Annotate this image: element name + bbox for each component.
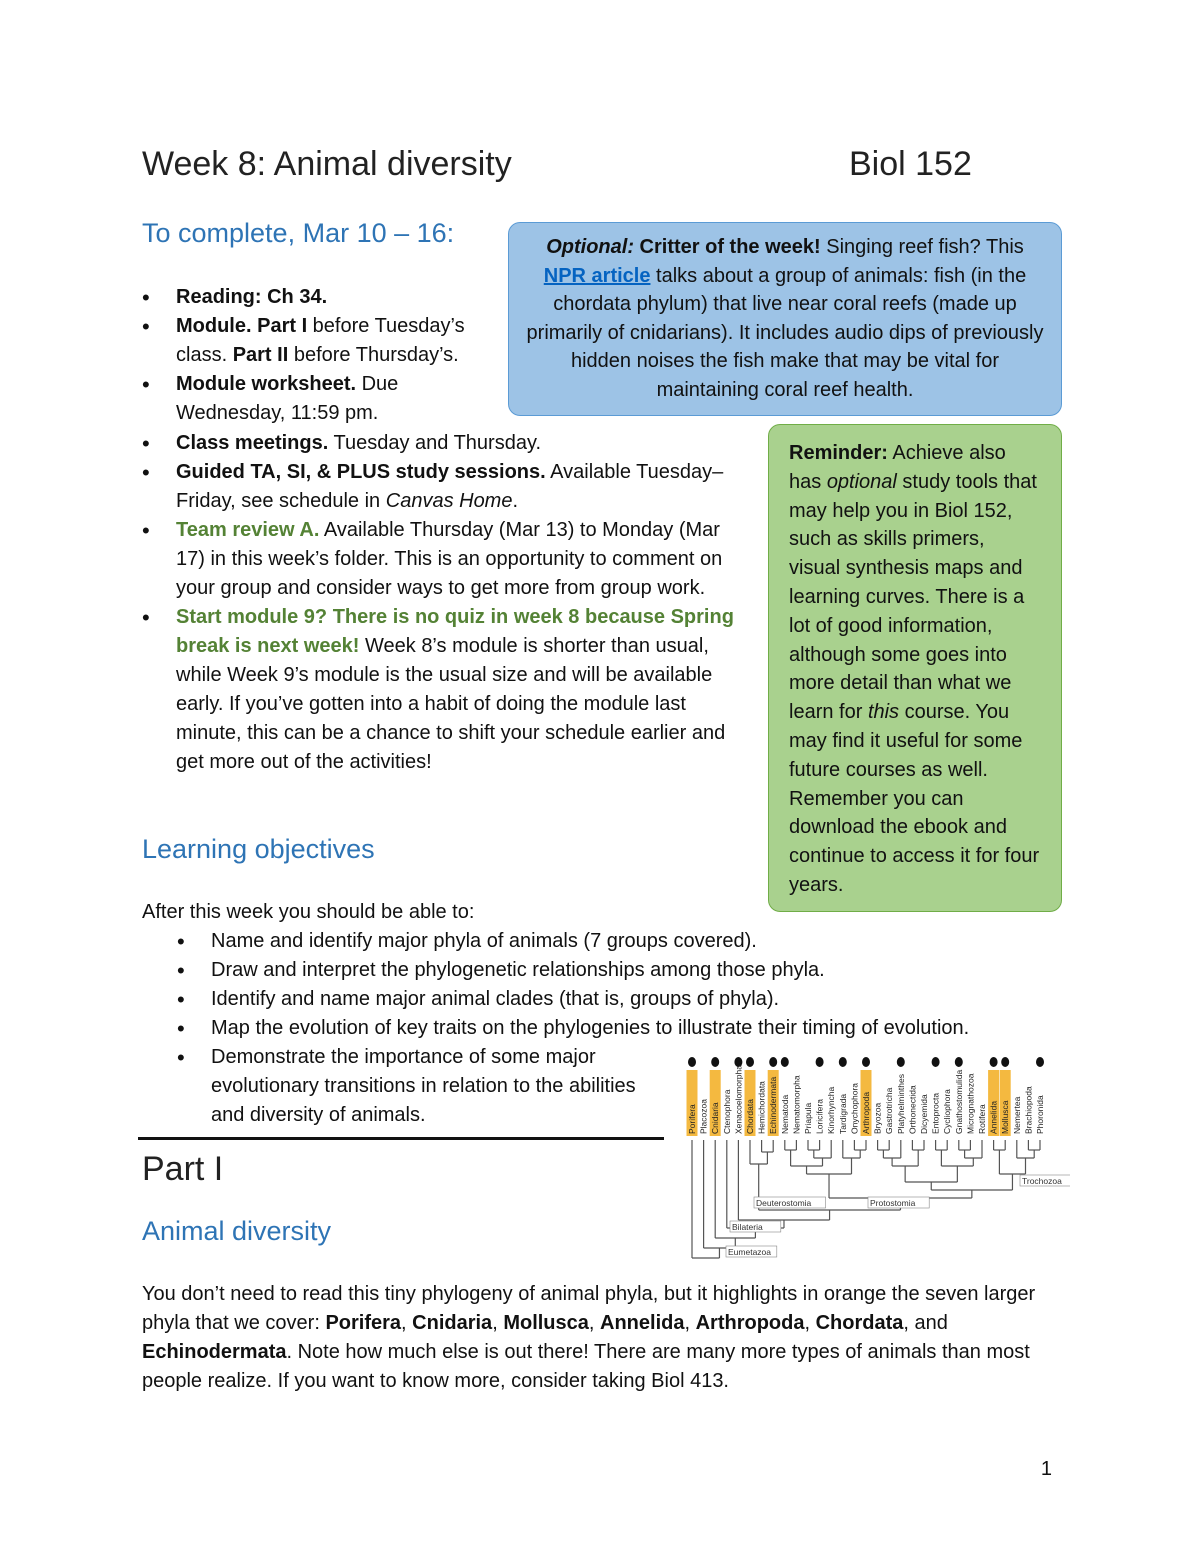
taxon-label: Platyhelminthes [895,1073,906,1134]
taxon-label: Hemichordata [756,1081,767,1134]
taxon-label: Priapula [803,1102,813,1134]
phylogeny-tree-lines [692,1140,1040,1258]
objectives-heading: Learning objectives [142,834,375,864]
animal-silhouette-icon [897,1057,905,1067]
taxon-label: Nemertea [1011,1096,1022,1134]
animal-silhouette-icon [688,1057,696,1067]
animal-silhouette-icon [1036,1057,1044,1067]
todo-item-team-review: • Team review A. Available Thursday (Mar 13) to Monday (Mar 17) in this week’s folder. This is an opportunity to comment on your group and consider ways to get more from group work. [142,516,742,603]
taxon-label: Tardigrada [837,1093,848,1134]
taxon-label: Annelida [988,1100,999,1134]
clade-labels [726,1175,1070,1257]
animal-silhouette-icon [862,1057,870,1067]
todo-heading: To complete, Mar 10 – 16: [142,218,455,248]
todo-item-start-module-9: • Start module 9? There is no quiz in week 8 because Spring break is next week! Week 8’s module is shorter than usual, while Week 9’s module is the usual size and will be available early. If you’ve gotten into a habit of doing the module last minute, this can be a chance to shift your schedule earlier and get more out of the activities! [142,603,742,777]
section-divider [138,1137,664,1140]
taxon-label: Entoprocta [930,1092,941,1134]
animal-silhouette-icon [932,1057,940,1067]
clade-label: Bilateria [732,1222,763,1232]
animal-silhouette-icon [711,1057,719,1067]
objectives-intro: After this week you should be able to: [142,901,475,923]
part-title: Part I [142,1150,224,1188]
taxon-label: Gastrotricha [884,1087,895,1134]
todo-list-bottom [142,429,742,777]
phylogeny-paragraph: You don’t need to read this tiny phylogeny of animal phyla, but it highlights in orange the seven larger phyla that we cover: Porifera, Cnidaria, Mollusca, Annelida, Arthropoda, Chordata, and Echinodermata. Note how much else is out there! There are many more types of animals than most people realize. If you want to know more, consider taking Biol 413. [142,1283,1036,1392]
taxon-label: Rotifera [977,1104,987,1134]
todo-item-worksheet: • Module worksheet. Due Wednesday, 11:59 pm. [142,370,502,428]
taxon-label: Phoronida [1035,1095,1045,1134]
course-code: Biol 152 [849,145,972,183]
taxon-label: Kinorhyncha [826,1086,837,1134]
clade-label: Deuterostomia [756,1198,812,1208]
taxon-label: Cnidaria [710,1102,721,1134]
animal-phylogeny-figure [670,1052,1070,1267]
taxon-label: Echinodermata [768,1076,779,1134]
taxon-label: Mollusca [1000,1100,1011,1134]
taxon-label: Gnathostomulida [953,1069,964,1134]
taxon-label: Nematoda [779,1094,790,1134]
objective-item: • Draw and interpret the phylogenetic relationships among those phyla. [177,956,1077,985]
objective-item: • Name and identify major phyla of animals (7 groups covered). [177,927,1077,956]
objective-item: • Identify and name major animal clades (that is, groups of phyla). [177,985,1077,1014]
taxon-label: Ctenophora [721,1089,732,1134]
todo-item-study-sessions: • Guided TA, SI, & PLUS study sessions. Available Tuesday–Friday, see schedule in Canvas Home. [142,458,742,516]
objective-item: • Demonstrate the importance of some major evolutionary transitions in relation to the abilities and diversity of animals. [177,1043,651,1130]
todo-list-top [142,283,502,428]
animal-silhouette-icon [781,1057,789,1067]
taxon-label: Orthonectida [907,1085,918,1134]
todo-item-reading: • Reading: Ch 34. [142,283,502,312]
objective-item: • Map the evolution of key traits on the phylogenies to illustrate their timing of evolution. [177,1014,1077,1043]
reminder-callout: Reminder: Achieve also has optional study tools that may help you in Biol 152, such as skills primers, visual synthesis maps and learning curves. There is a lot of good information, although some goes into more detail than what we learn for this course. You may find it useful for some future courses as well. Remember you can download the ebook and continue to access it for four years. [768,424,1062,912]
taxon-label: Xenacoelomorpha [733,1065,744,1134]
taxon-label: Onychophora [849,1082,860,1134]
taxon-label: Chordata [745,1099,755,1134]
npr-article-link[interactable]: NPR article [543,264,651,287]
animal-diversity-heading: Animal diversity [142,1216,332,1246]
animal-silhouette-icon [990,1057,998,1067]
animal-silhouette-icon [955,1057,963,1067]
taxon-label: Dicyemida [919,1094,929,1134]
animal-silhouette-icon [816,1057,824,1067]
taxon-label: Cycliophora [942,1089,953,1134]
taxon-label: Loricifera [814,1099,825,1134]
critter-of-the-week-callout: Optional: Critter of the week! Singing reef fish? This NPR article talks about a group of animals: fish (in the chordata phylum) that live near coral reefs (made up primarily of cnidarians). It includes audio dips of previously hidden noises the fish make that may be vital for maintaining coral reef health. [508,222,1062,416]
page-number: 1 [1040,1458,1052,1480]
clade-label: Trochozoa [1022,1176,1062,1186]
taxon-label: Placozoa [698,1099,709,1134]
animal-silhouette-icon [769,1057,777,1067]
clade-label: Eumetazoa [728,1247,771,1257]
taxon-label: Nematomorpha [791,1075,802,1134]
taxon-label: Brachiopoda [1023,1086,1034,1134]
clade-label: Protostomia [870,1198,916,1208]
todo-item-module: • Module. Part I before Tuesday’s class. Part II before Thursday’s. [142,312,502,370]
todo-item-class-meetings: • Class meetings. Tuesday and Thursday. [142,429,742,458]
taxon-label: Porifera [687,1104,697,1134]
taxon-label: Arthropoda [861,1091,871,1134]
animal-silhouette-icon [1001,1057,1009,1067]
animal-silhouette-icon [839,1057,847,1067]
page-title: Week 8: Animal diversity [142,145,512,183]
animal-silhouette-icon [746,1057,754,1067]
taxon-label: Bryozoa [872,1102,883,1134]
taxon-label: Micrognathozoa [965,1073,976,1134]
